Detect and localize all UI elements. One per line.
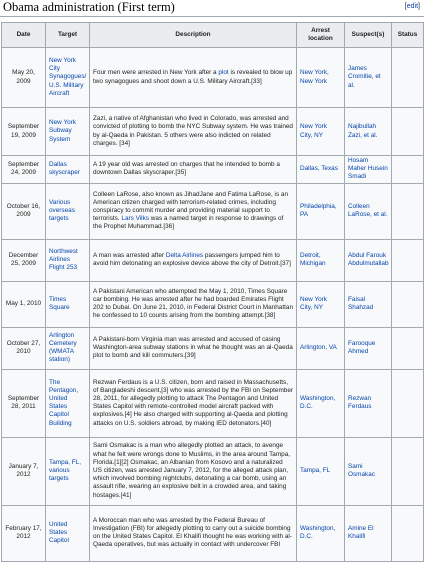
table-row xyxy=(2,369,424,437)
cell-target[interactable]: Dallas skyscraper xyxy=(46,156,90,184)
edit-link[interactable]: edit xyxy=(406,3,419,10)
cell-status xyxy=(392,437,424,505)
cell-target[interactable]: The Pentagon, United States Capitol Building xyxy=(46,369,90,437)
cell-arrest-location[interactable]: Detroit, Michigan xyxy=(297,239,345,281)
description-text: passengers jumped him to avoid him detonating an explosive device above the city of Detroit.[37] xyxy=(93,251,291,268)
column-header-arrest-location[interactable]: Arrest location xyxy=(297,23,345,48)
cell-target[interactable]: Northwest Airlines Flight 253 xyxy=(46,239,90,281)
cell-suspects[interactable]: James Cromitie, et al. xyxy=(345,48,392,108)
cell-target[interactable]: Various overseas targets xyxy=(46,183,90,239)
cell-status xyxy=(392,505,424,561)
cell-date: February 17, 2012 xyxy=(2,505,46,561)
cell-target[interactable]: New York Subway System xyxy=(46,108,90,156)
cell-description xyxy=(90,48,297,108)
cell-date: September 28, 2011 xyxy=(2,369,46,437)
cell-target[interactable]: Arlington Cemetery (WMATA station) xyxy=(46,327,90,369)
cell-date: September 24, 2009 xyxy=(2,156,46,184)
cell-suspects[interactable]: Colleen LaRose, et al. xyxy=(345,183,392,239)
cell-arrest-location[interactable]: Philadelphia, PA xyxy=(297,183,345,239)
description-text: is revealed to blow up two synagogues and shoot down a U.S. Military Aircraft.[33] xyxy=(93,69,293,85)
cell-target[interactable]: Times Square xyxy=(46,281,90,327)
edit-link-wrapper: [edit] xyxy=(404,3,420,10)
cell-arrest-location[interactable]: Tampa, FL xyxy=(297,437,345,505)
description-text: A man was arrested after xyxy=(93,251,166,259)
column-header-target[interactable]: Target xyxy=(46,23,90,48)
cell-description xyxy=(90,239,297,281)
cell-arrest-location[interactable]: New York City, NY xyxy=(297,281,345,327)
cell-status xyxy=(392,239,424,281)
description-link[interactable]: Delta Airlines xyxy=(165,251,204,259)
cell-arrest-location[interactable]: Arlington, VA xyxy=(297,327,345,369)
table-row xyxy=(2,183,424,239)
section-title: Obama administration (First term) xyxy=(3,0,175,14)
cell-description: Sami Osmakac is a man who allegedly plotted an attack, to avenge what he felt were wrongs done to Muslims, in the area around Tampa, Florida.[1][2] Osmakac, an Albanian from Kosovo and a naturalized US citizen, was arrested January 7, 2012, for the alleged attack plan, which involved bombing nightclubs, detonating a car bomb, using an assault rifle, wearing an explosive belt in a crowded area, and taking hostages.[41] xyxy=(90,437,297,505)
cell-target[interactable]: United States Capitol xyxy=(46,505,90,561)
table-row xyxy=(2,239,424,281)
cell-date: January 7, 2012 xyxy=(2,437,46,505)
cell-arrest-location[interactable]: Washington, D.C. xyxy=(297,369,345,437)
cell-status xyxy=(392,281,424,327)
cell-status xyxy=(392,369,424,437)
cell-status xyxy=(392,48,424,108)
terror-plots-table xyxy=(1,22,424,562)
cell-date: October 16, 2009 xyxy=(2,183,46,239)
table-body xyxy=(2,48,424,562)
cell-suspects[interactable]: Sami Osmakac xyxy=(345,437,392,505)
description-link[interactable]: Lars Vilks xyxy=(121,215,149,223)
description-link[interactable]: plot xyxy=(218,69,229,77)
cell-suspects[interactable]: Farooque Ahmed xyxy=(345,327,392,369)
cell-description: Zazi, a native of Afghanistan who lived in Colorado, was arrested and convicted of plotting to bomb the NYC Subway system. He was trained by al-Qaeda in Pakistan. 5 others were also indicted on related charges. [34] xyxy=(90,108,297,156)
cell-arrest-location[interactable]: Washington, D.C. xyxy=(297,505,345,561)
cell-arrest-location[interactable]: New York, New York xyxy=(297,48,345,108)
cell-date: September 19, 2009 xyxy=(2,108,46,156)
cell-description: A Pakistani American who attempted the May 1, 2010, Times Square car bombing. He was arrested after he had boarded Emirates Flight 202 to Dubai. On June 21, 2010, in Federal District Court in Manhattan he confessed to 10 counts arising from the bombing attempt.[38] xyxy=(90,281,297,327)
cell-suspects[interactable]: Abdul Farouk Abdulmutallab xyxy=(345,239,392,281)
cell-date: May 1, 2010 xyxy=(2,281,46,327)
column-header-description[interactable]: Description xyxy=(90,23,297,48)
table-row xyxy=(2,327,424,369)
section-heading xyxy=(0,0,424,17)
cell-arrest-location[interactable]: Dallas, Texas xyxy=(297,156,345,184)
cell-target[interactable]: New York City Synagogues/ U.S. Military Aircraft xyxy=(46,48,90,108)
cell-suspects[interactable]: Amine El Khalifi xyxy=(345,505,392,561)
cell-description: A Pakistani-born Virginia man was arrested and accused of casing Washington-area subway stations in what he thought was an al-Qaeda plot to bomb and kill commuters.[39] xyxy=(90,327,297,369)
table-header-row xyxy=(2,23,424,48)
cell-arrest-location[interactable]: New York City, NY xyxy=(297,108,345,156)
cell-description xyxy=(90,183,297,239)
cell-status xyxy=(392,327,424,369)
cell-suspects[interactable]: Rezwan Ferdaus xyxy=(345,369,392,437)
table-row xyxy=(2,505,424,561)
description-text: Colleen LaRose, also known as JihadJane and Fatima LaRose, is an American citizen charged with terrorism-related crimes, including conspiracy to commit murder and providing material support to terrorists. xyxy=(93,190,289,223)
cell-target[interactable]: Tampa, FL, various targets xyxy=(46,437,90,505)
cell-date: October 27, 2010 xyxy=(2,327,46,369)
description-text: Four men were arrested in New York after a xyxy=(93,69,219,77)
cell-suspects[interactable]: Najibullah Zazi, et al. xyxy=(345,108,392,156)
cell-suspects[interactable]: Faisal Shahzad xyxy=(345,281,392,327)
cell-description: A 19 year old was arrested on charges that he intended to bomb a downtown Dallas skyscraper.[35] xyxy=(90,156,297,184)
cell-date: May 20, 2009 xyxy=(2,48,46,108)
table-row xyxy=(2,281,424,327)
cell-suspects[interactable]: Hosam Maher Husein Smadi xyxy=(345,156,392,184)
table-row xyxy=(2,108,424,156)
cell-status xyxy=(392,108,424,156)
column-header-status[interactable]: Status xyxy=(392,23,424,48)
table-row xyxy=(2,48,424,108)
cell-description: Rezwan Ferdaus is a U.S. citizen, born and raised in Massachusetts, of Bangladeshi descent,[3] who was arrested by the FBI on September 28, 2011, for allegedly plotting to attack The Pentagon and United States Capitol with remote-controlled model aircraft packed with explosives.[4] He also charged with supporting al-Qaeda and plotting attacks on U.S. soldiers abroad, by making IED detonators.[40] xyxy=(90,369,297,437)
table-row xyxy=(2,156,424,184)
cell-status xyxy=(392,156,424,184)
cell-status xyxy=(392,183,424,239)
cell-description: A Moroccan man who was arrested by the Federal Bureau of Investigation (FBI) for allegedly plotting to carry out a suicide bombing on the United States Capitol. El Khalifi thought he was working with al-Qaeda operatives, but was actually in contact with undercover FBI xyxy=(90,505,297,561)
column-header-date[interactable]: Date xyxy=(2,23,46,48)
column-header-suspects[interactable]: Suspect(s) xyxy=(345,23,392,48)
table-row xyxy=(2,437,424,505)
cell-date: December 25, 2009 xyxy=(2,239,46,281)
description-text: was a named target in response to drawings of the Prophet Muhammad.[36] xyxy=(93,215,284,231)
